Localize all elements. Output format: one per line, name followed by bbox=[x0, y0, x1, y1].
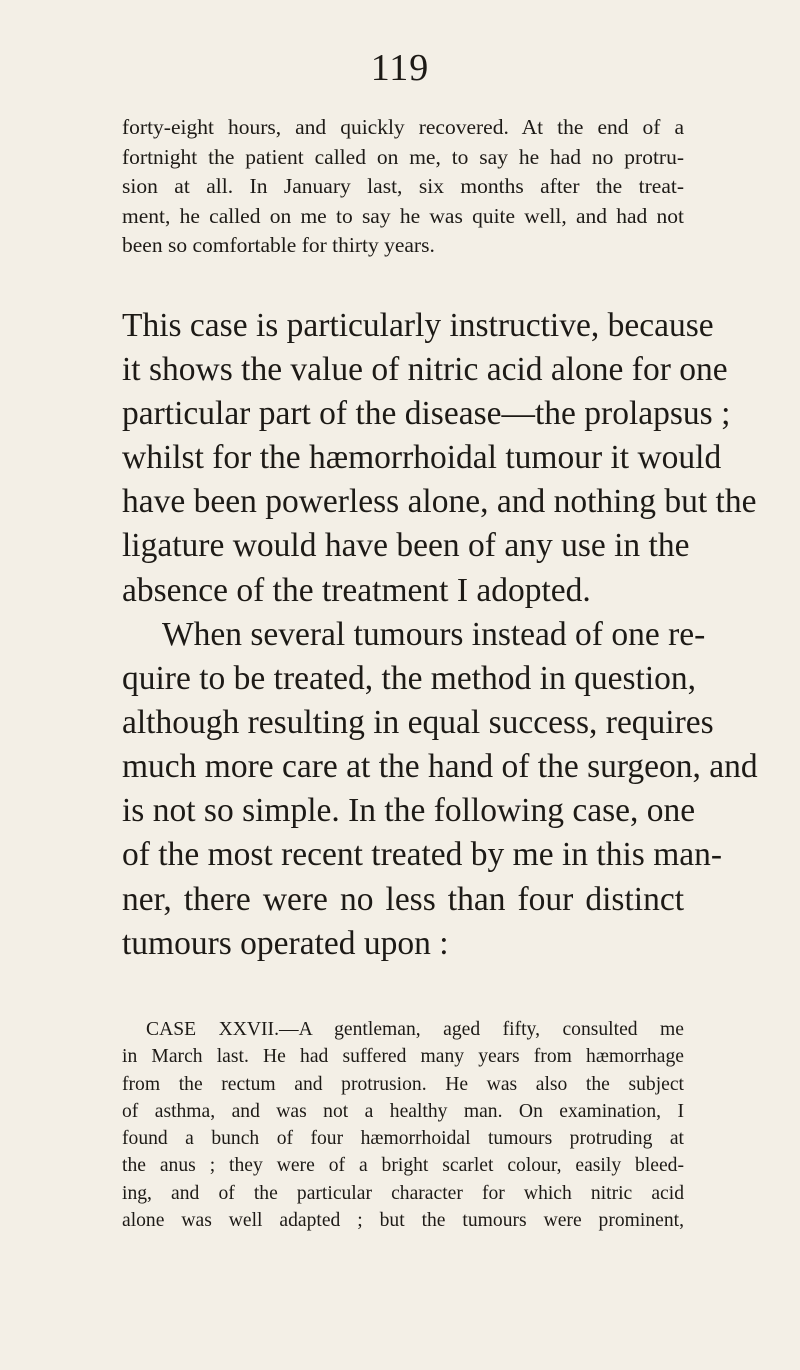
text-line: ing, and of the particular character for which nitric acid bbox=[122, 1182, 684, 1204]
text-line: ment, he called on me to say he was quite well, and had not bbox=[122, 203, 684, 228]
text-line: of the most recent treated by me in this man- bbox=[122, 836, 723, 874]
text-line: the anus ; they were of a bright scarlet colour, easily bleed- bbox=[122, 1155, 684, 1177]
text-line: of asthma, and was not a healthy man. On examination, I bbox=[122, 1100, 684, 1122]
text-line: absence of the treatment I adopted. bbox=[122, 571, 591, 609]
text-line: ligature would have been of any use in the bbox=[122, 527, 690, 565]
text-line: from the rectum and protrusion. He was also the subject bbox=[122, 1073, 684, 1095]
text-line: it shows the value of nitric acid alone for one bbox=[122, 351, 728, 389]
text-line: CASE XXVII.—A gentleman, aged fifty, consulted me bbox=[146, 1019, 684, 1040]
paragraph-continuation bbox=[122, 113, 684, 261]
text-line: sion at all. In January last, six months after the treat- bbox=[122, 174, 684, 199]
text-line: alone was well adapted ; but the tumours were prominent, bbox=[122, 1210, 684, 1232]
text-line: tumours operated upon : bbox=[122, 924, 449, 962]
text-line: much more care at the hand of the surgeon, and bbox=[122, 748, 758, 786]
paragraph-several-tumours bbox=[122, 613, 758, 966]
text-line: ner, there were no less than four distinct bbox=[122, 880, 684, 918]
text-line: fortnight the patient called on me, to say he had no protru- bbox=[122, 144, 684, 169]
text-line: whilst for the hæmorrhoidal tumour it would bbox=[122, 439, 722, 477]
page-number: 119 bbox=[370, 47, 430, 89]
text-line: is not so simple. In the following case, one bbox=[122, 792, 696, 830]
text-line: forty-eight hours, and quickly recovered. At the end of a bbox=[122, 115, 684, 139]
case-xxvii-paragraph bbox=[122, 1016, 684, 1234]
text-line: in March last. He had suffered many years from hæmorrhage bbox=[122, 1046, 684, 1068]
text-line: When several tumours instead of one re- bbox=[162, 616, 706, 653]
text-line: although resulting in equal success, requires bbox=[122, 704, 714, 742]
paragraph-instructive bbox=[122, 304, 757, 613]
text-line: particular part of the disease—the prolapsus ; bbox=[122, 395, 731, 433]
text-line: have been powerless alone, and nothing but the bbox=[122, 483, 757, 521]
text-line: been so comfortable for thirty years. bbox=[122, 233, 435, 258]
text-line: found a bunch of four hæmorrhoidal tumours protruding at bbox=[122, 1128, 684, 1150]
text-line: This case is particularly instructive, because bbox=[122, 307, 714, 344]
text-line: quire to be treated, the method in question, bbox=[122, 660, 696, 698]
